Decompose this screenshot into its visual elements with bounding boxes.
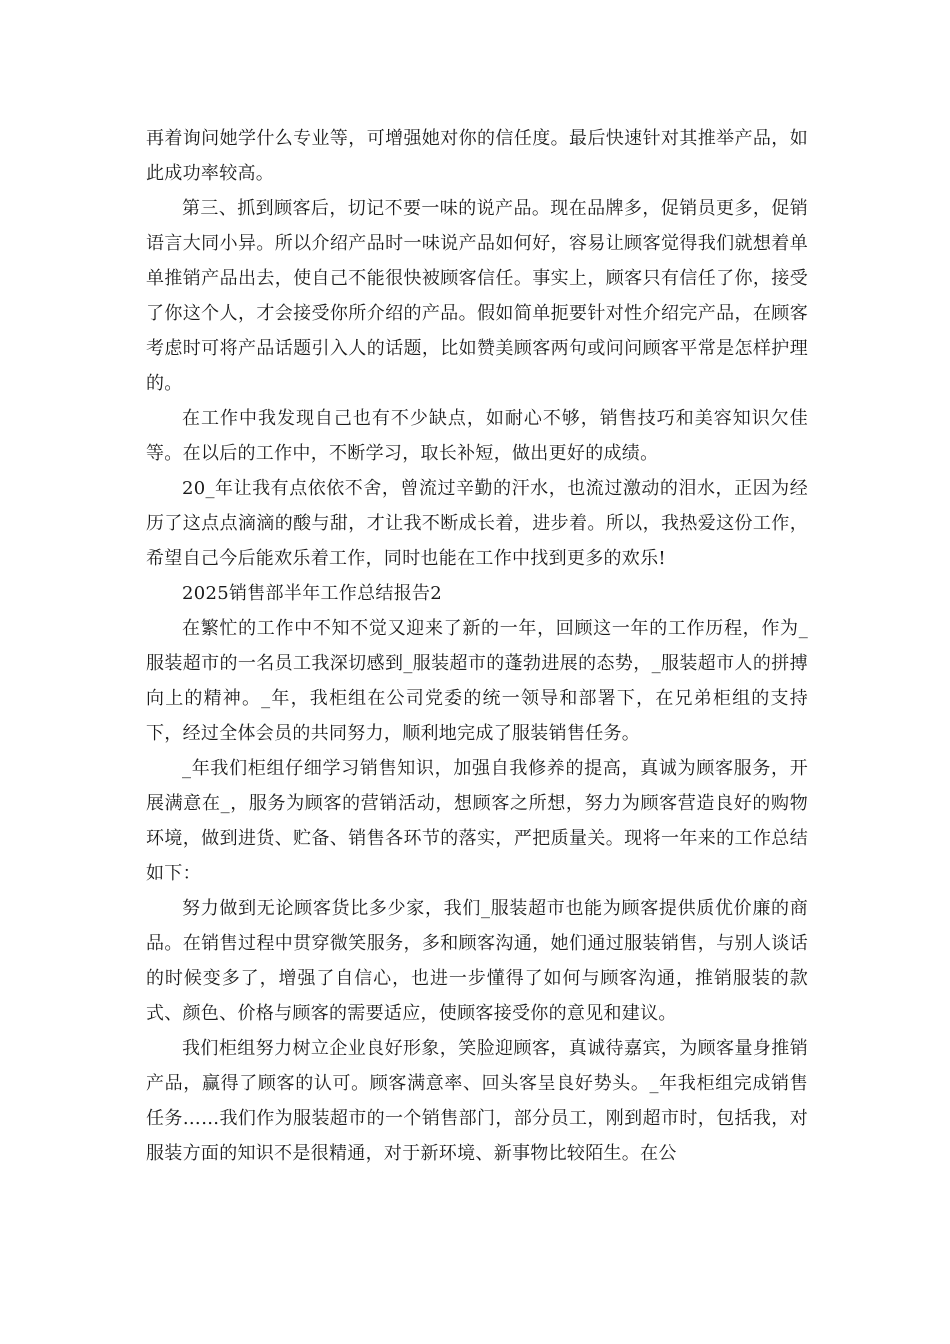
- document-body: [146, 121, 808, 1171]
- section-heading: 2025销售部半年工作总结报告2: [182, 583, 443, 604]
- paragraph-1: 再着询问她学什么专业等，可增强她对你的信任度。最后快速针对其推举产品，如此成功率较高。: [146, 128, 808, 184]
- paragraph-4: 20_年让我有点依依不舍，曾流过辛勤的汗水，也流过激动的泪水，正因为经历了这点点滴滴的酸与甜，才让我不断成长着，进步着。所以，我热爱这份工作，希望自己今后能欢乐着工作，同时也能在工作中找到更多的欢乐!: [146, 478, 808, 569]
- paragraph-7: 努力做到无论顾客货比多少家，我们_服装超市也能为顾客提供质优价廉的商品。在销售过程中贯穿微笑服务，多和顾客沟通，她们通过服装销售，与别人谈话的时候变多了，增强了自信心，也进一步懂得了如何与顾客沟通，推销服装的款式、颜色、价格与顾客的需要适应，使顾客接受你的意见和建议。: [146, 898, 808, 1024]
- paragraph-6: _年我们柜组仔细学习销售知识，加强自我修养的提高，真诚为顾客服务，开展满意在_，服务为顾客的营销活动，想顾客之所想，努力为顾客营造良好的购物环境，做到进货、贮备、销售各环节的落实，严把质量关。现将一年来的工作总结如下：: [146, 758, 808, 884]
- paragraph-2: 第三、抓到顾客后，切记不要一味的说产品。现在品牌多，促销员更多，促销语言大同小异。所以介绍产品时一味说产品如何好，容易让顾客觉得我们就想着单单推销产品出去，使自己不能很快被顾客信任。事实上，顾客只有信任了你，接受了你这个人，才会接受你所介绍的产品。假如简单扼要针对性介绍完产品，在顾客考虑时可将产品话题引入人的话题，比如赞美顾客两句或问问顾客平常是怎样护理的。: [146, 198, 808, 394]
- paragraph-8: 我们柜组努力树立企业良好形象，笑脸迎顾客，真诚待嘉宾，为顾客量身推销产品，赢得了顾客的认可。顾客满意率、回头客呈良好势头。_年我柜组完成销售任务……我们作为服装超市的一个销售部门，部分员工，刚到超市时，包括我，对服装方面的知识不是很精通，对于新环境、新事物比较陌生。在公: [146, 1038, 808, 1164]
- paragraph-3: 在工作中我发现自己也有不少缺点，如耐心不够，销售技巧和美容知识欠佳等。在以后的工作中，不断学习，取长补短，做出更好的成绩。: [146, 408, 808, 464]
- paragraph-5: 在繁忙的工作中不知不觉又迎来了新的一年，回顾这一年的工作历程，作为_服装超市的一名员工我深切感到_服装超市的蓬勃进展的态势，_服装超市人的拼搏向上的精神。_年，我柜组在公司党委的统一领导和部署下，在兄弟柜组的支持下，经过全体会员的共同努力，顺利地完成了服装销售任务。: [146, 618, 808, 744]
